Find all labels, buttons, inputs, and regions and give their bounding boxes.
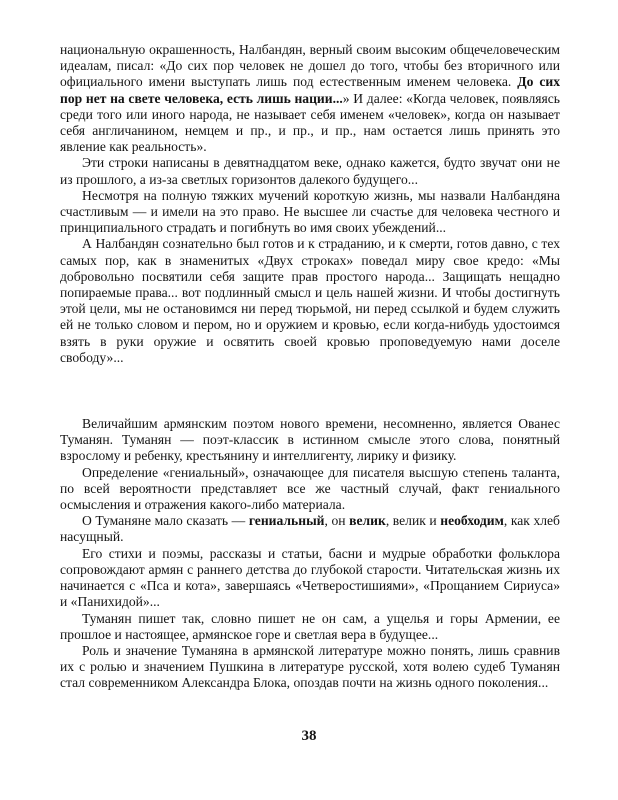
paragraph-writes-like: Туманян пишет так, словно пишет не он сам, а ущелья и горы Армении, ее прошлое и настоящее, армянское горе и светлая вера в будущее... — [60, 610, 560, 642]
paragraph-pushkin-comparison: Роль и значение Туманяна в армянской литературе можно понять, лишь сравнив их с ролью и значением Пушкина в литературе русской, хотя волею судеб Туманян стал современником Александра Блока, опоздав почти на жизнь одного поколения... — [60, 642, 560, 691]
page-number: 38 — [301, 728, 317, 744]
section-gap — [60, 366, 560, 416]
paragraph-poems-stories: Его стихи и поэмы, рассказы и статьи, басни и мудрые обработки фольклора сопровождают армян с раннего детства до глубокой старости. Читательская жизнь их начинается с «Пса и кота», завершаясь «Четверостишиями», «Прощанием Сириуса» и «Панихидой»... — [60, 545, 560, 610]
text-run: О Туманяне мало сказать — — [82, 513, 249, 529]
bold-text-run: гениальный — [248, 513, 325, 529]
text-run: национальную окрашенность, Налбандян, верный своим высоким общечеловеческим идеалам, писал: «До сих пор человек не дошел до того, чтобы без вторичного или официального имени выступать лишь под естественным именем человека. — [60, 42, 560, 90]
paragraph-happiness: Несмотря на полную тяжких мучений короткую жизнь, мы назвали Налбандяна счастливым — и имели на это право. Не высшее ли счастье для человека честного и принципиального страдать и погибнуть во имя своих убеждений... — [60, 187, 560, 236]
text-run: , он — [324, 513, 350, 529]
paragraph-nineteenth-century: Эти строки написаны в девятнадцатом веке, однако кажется, будто звучат они не из прошлого, а из-за светлых горизонтов далекого будущего... — [60, 155, 560, 187]
paragraph-great-necessary — [60, 513, 560, 545]
text-run: , велик и — [385, 513, 441, 529]
paragraph-credo: А Налбандян сознательно был готов и к страданию, и к смерти, готов давно, с тех самых пор, как в знаменитых «Двух строках» поведал миру свое кредо: «Мы добровольно посвятили себя защите прав простого народа... Защищать нещадно попираемые права... вот подлинный смысл и цель нашей жизни. И чтобы достигнуть этой цели, мы не остановимся ни перед тюрьмой, ни перед ссылкой и будем служить ей не только словом и пером, но и оружием и кровью, если когда-нибудь удостоимся взять в руки оружие и освятить своей кровью проповедуемую нами доселе свободу»... — [60, 236, 560, 365]
bold-text-run: необходим — [440, 513, 504, 529]
text-run: » И далее: «Когда человек, появляясь среди того или иного народа, не называет себя именем «человек», когда он называет себя англичанином, немцем и пр., и пр., и пр., нам остается лишь принять это явление как реальность». — [60, 90, 561, 155]
paragraph-tumanyan-intro: Величайшим армянским поэтом нового времени, несомненно, является Ованес Туманян. Туманян — поэт-классик в истинном смысле этого слова, понятный взрослому и ребенку, крестьянину и интеллигенту, лирику и физику. — [60, 416, 560, 464]
bold-text-run: До сих пор нет на свете человека, есть лишь нации... — [60, 74, 560, 106]
paragraph-nalbandyan-quote — [60, 42, 560, 155]
text-run: , как хлеб насущный. — [60, 513, 560, 545]
bold-text-run: велик — [349, 513, 386, 529]
paragraph-genius-definition: Определение «гениальный», означающее для писателя высшую степень таланта, по всей вероятности представляет все же частный случай, факт гениального осмысления и отражения какого-либо материала. — [60, 464, 560, 513]
page-body — [60, 42, 560, 692]
